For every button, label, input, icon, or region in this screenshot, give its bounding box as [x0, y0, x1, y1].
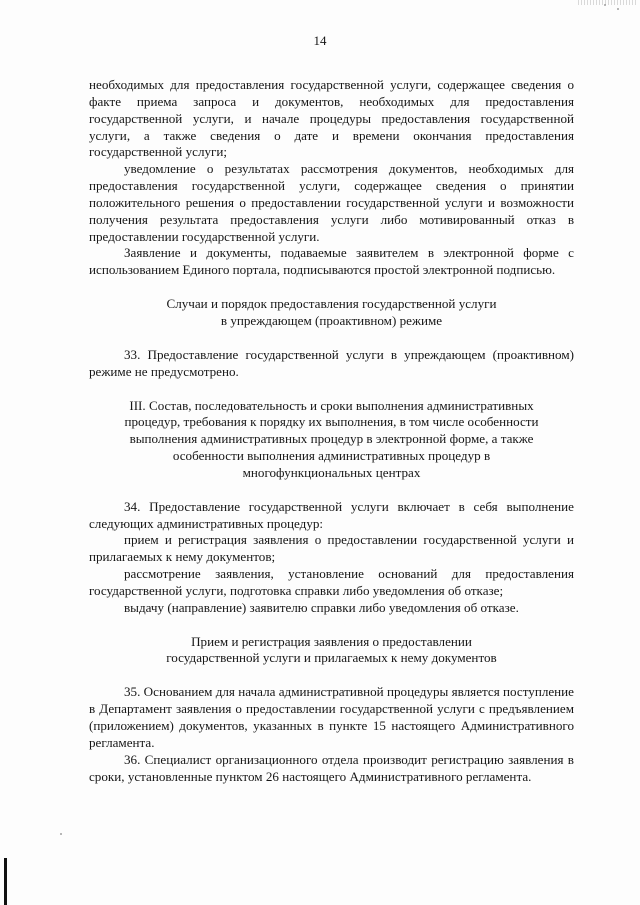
heading-line: в упреждающем (проактивном) режиме [220, 312, 443, 328]
item-35: 35. Основанием для начала административной процедуры является поступление в Департамент заявления о предоставлении государственной услуги с предъявлением (приложением) документов, указанных в пункте 15 настоящего Административного регламента. [89, 684, 574, 750]
paragraph-notification: уведомление о результатах рассмотрения документов, необходимых для предоставления государственной услуги, содержащее сведения о принятии положительного решения о предоставлении государственной услуги и возможности получения результата предоставления услуги либо мотивированный отказ в предоставлении государственной услуги. [89, 161, 574, 244]
heading-line: процедур, требования к порядку их выполнения, в том числе особенности [124, 414, 539, 430]
heading-line: государственной услуги и прилагаемых к нему документов [166, 650, 497, 666]
heading-line: III. Состав, последовательность и сроки выполнения административных [129, 397, 534, 413]
heading-proactive-mode [89, 296, 574, 330]
paragraph-continuation: необходимых для предоставления государственной услуги, содержащее сведения о факте приема запроса и документов, необходимых для предоставления государственной услуги, и начале процедуры предоставления государственной услуги, а также сведения о дате и времени окончания предоставления государственной услуги; [89, 77, 574, 160]
page-number: 14 [313, 33, 327, 48]
item-33: 33. Предоставление государственной услуги в упреждающем (проактивном) режиме не предусмотрено. [89, 346, 574, 379]
scan-artifact-top [578, 0, 636, 5]
document-body [89, 77, 574, 785]
procedure-list-item: выдачу (направление) заявителю справки либо уведомления об отказе. [124, 599, 519, 615]
heading-line: многофункциональных центрах [242, 464, 421, 480]
scan-edge-mark [4, 858, 7, 905]
scan-speck [617, 8, 619, 10]
procedure-list-item: рассмотрение заявления, установление оснований для предоставления государственной услуги, подготовка справки либо уведомления об отказе; [89, 566, 574, 598]
heading-line: особенности выполнения административных процедур в [172, 448, 491, 464]
scan-speck [604, 4, 606, 6]
procedure-list-item: прием и регистрация заявления о предоставлении государственной услуги и прилагаемых к нему документов; [89, 532, 574, 565]
item-34: 34. Предоставление государственной услуги включает в себя выполнение следующих административных процедур: [89, 498, 574, 531]
heading-line: Прием и регистрация заявления о предоставлении [191, 633, 472, 649]
paragraph-electronic-signature: Заявление и документы, подаваемые заявителем в электронной форме с использованием Единого портала, подписываются простой электронной подписью. [89, 245, 574, 278]
scan-speck [60, 833, 62, 835]
item-36: 36. Специалист организационного отдела производит регистрацию заявления в сроки, установленные пунктом 26 настоящего Административного регламента. [89, 751, 574, 784]
heading-line: выполнения административных процедур в электронной форме, а также [129, 431, 534, 447]
heading-reception [89, 634, 574, 668]
section-III-heading [89, 398, 574, 482]
heading-line: Случаи и порядок предоставления государственной услуги [166, 296, 497, 312]
